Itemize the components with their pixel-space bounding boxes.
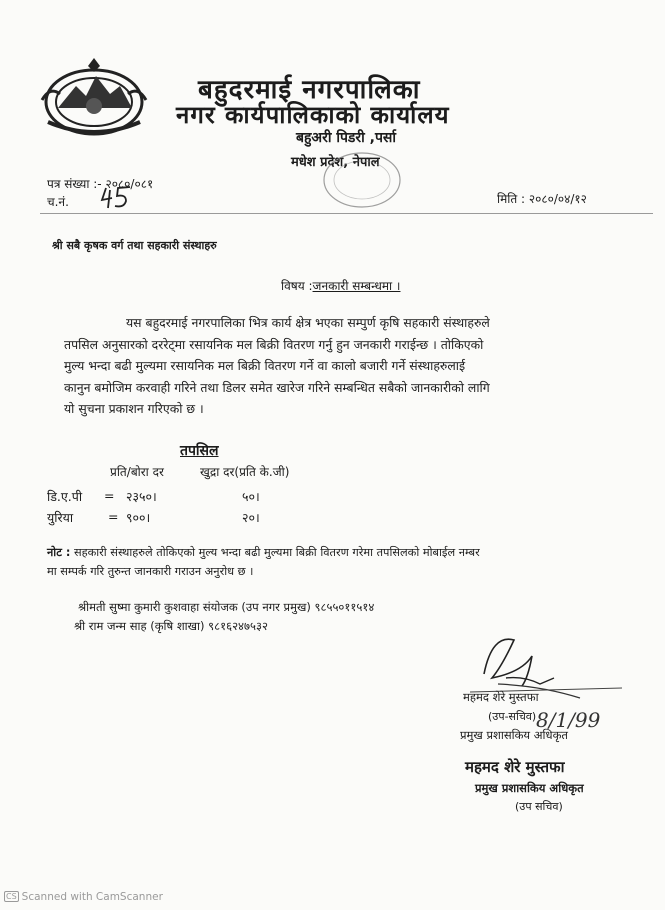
contact-line: श्री राम जन्म साह (कृषि शाखा) ९८१६२४७५३२	[74, 619, 268, 633]
stamp-signatory-role-2: (उप सचिव)	[515, 800, 563, 813]
body-paragraph	[64, 312, 640, 420]
body-line: मुल्य भन्दा बढी मुल्यमा रसायनिक मल बिक्री वितरण गर्ने वा कालो बजारी गर्ने संस्थाहरुलाई	[64, 358, 466, 373]
body-line: यो सुचना प्रकाशन गरिएको छ ।	[64, 401, 204, 416]
address-line-1: बहुअरी पिडरी ,पर्सा	[296, 130, 397, 146]
office-stamp	[322, 150, 402, 210]
nepal-emblem-icon	[38, 56, 150, 140]
signatory-role-2: प्रमुख प्रशासकिय अधिकृत	[460, 728, 568, 742]
subject-text: जनकारी सम्बन्धमा ।	[312, 279, 401, 293]
signatory-role-1: (उप-सचिव)	[488, 710, 537, 723]
rate-row-kg: २०।	[242, 510, 260, 525]
camscanner-icon: CS	[6, 892, 17, 901]
rate-row-kg: ५०।	[242, 489, 260, 504]
rate-row-item: डि.ए.पी	[47, 489, 83, 504]
rate-row-bora: ९००।	[126, 510, 151, 525]
signature-date: 8/1/99	[536, 708, 601, 732]
chalani-label: च.नं.	[47, 195, 69, 209]
org-name: बहुदरमाई नगरपालिका	[198, 75, 421, 105]
office-name: नगर कार्यपालिकाको कार्यालय	[176, 101, 450, 129]
rate-row-item: युरिया	[47, 510, 74, 525]
note-line-2: मा सम्पर्क गरि तुरुन्त जानकारी गराउन अनुरोध छ ।	[47, 565, 254, 578]
letter-number: पत्र संख्या :- २०८०/०८१	[47, 177, 154, 191]
chalani-number-handwritten	[100, 184, 140, 210]
note-line-1: सहकारी संस्थाहरुले तोकिएको मुल्य भन्दा बढी मुल्यमा बिक्री वितरण गरेमा तपसिलको मोबाईल नम्बर	[73, 546, 480, 559]
rate-row-equals: =	[104, 488, 115, 503]
rate-column-header-kg: खुद्रा दर(प्रति के.जी)	[200, 465, 290, 479]
scanner-watermark	[4, 891, 163, 903]
address-line-2: मधेश प्रदेश, नेपाल	[291, 155, 380, 170]
stamp-signatory-name: महमद शेरे मुस्तफा	[465, 758, 565, 776]
stamp-signatory-role-1: प्रमुख प्रशासकिय अधिकृत	[475, 781, 584, 795]
note-label: नोट :	[47, 546, 71, 559]
recipient: श्री सबै कृषक वर्ग तथा सहकारी संस्थाहरु	[52, 239, 217, 252]
subject-prefix: विषय :	[281, 279, 313, 293]
tapsil-title: तपसिल	[180, 443, 219, 459]
rate-row-bora: २३५०।	[126, 489, 157, 504]
rate-column-header-bora: प्रति/बोरा दर	[110, 465, 164, 479]
note-block	[47, 543, 627, 581]
body-line: कानुन बमोजिम करवाही गरिने तथा डिलर समेत खारेज गरिने सम्बन्धित सबैको जानकारीको लागि	[64, 379, 490, 395]
body-line: तपसिल अनुसारको दररेट्मा रसायनिक मल बिक्री वितरण गर्नु हुन जनकारी गराईन्छ । तोकिएको	[64, 336, 484, 352]
signatory-name: महमद शेरे मुस्तफा	[463, 690, 539, 704]
scanner-text: Scanned with CamScanner	[21, 891, 163, 903]
rate-row-equals: =	[108, 509, 119, 524]
subject-line	[281, 277, 400, 294]
letter-date: मिति : २०८०/०४/१२	[497, 192, 587, 206]
header-divider	[40, 213, 653, 214]
body-line: यस बहुदरमाई नगरपालिका भित्र कार्य क्षेत्र भएका सम्पुर्ण कृषि सहकारी संस्थाहरुले	[126, 315, 490, 330]
contact-line: श्रीमती सुष्मा कुमारी कुशवाहा संयोजक (उप नगर प्रमुख) ९८५५०११५१४	[78, 600, 375, 614]
